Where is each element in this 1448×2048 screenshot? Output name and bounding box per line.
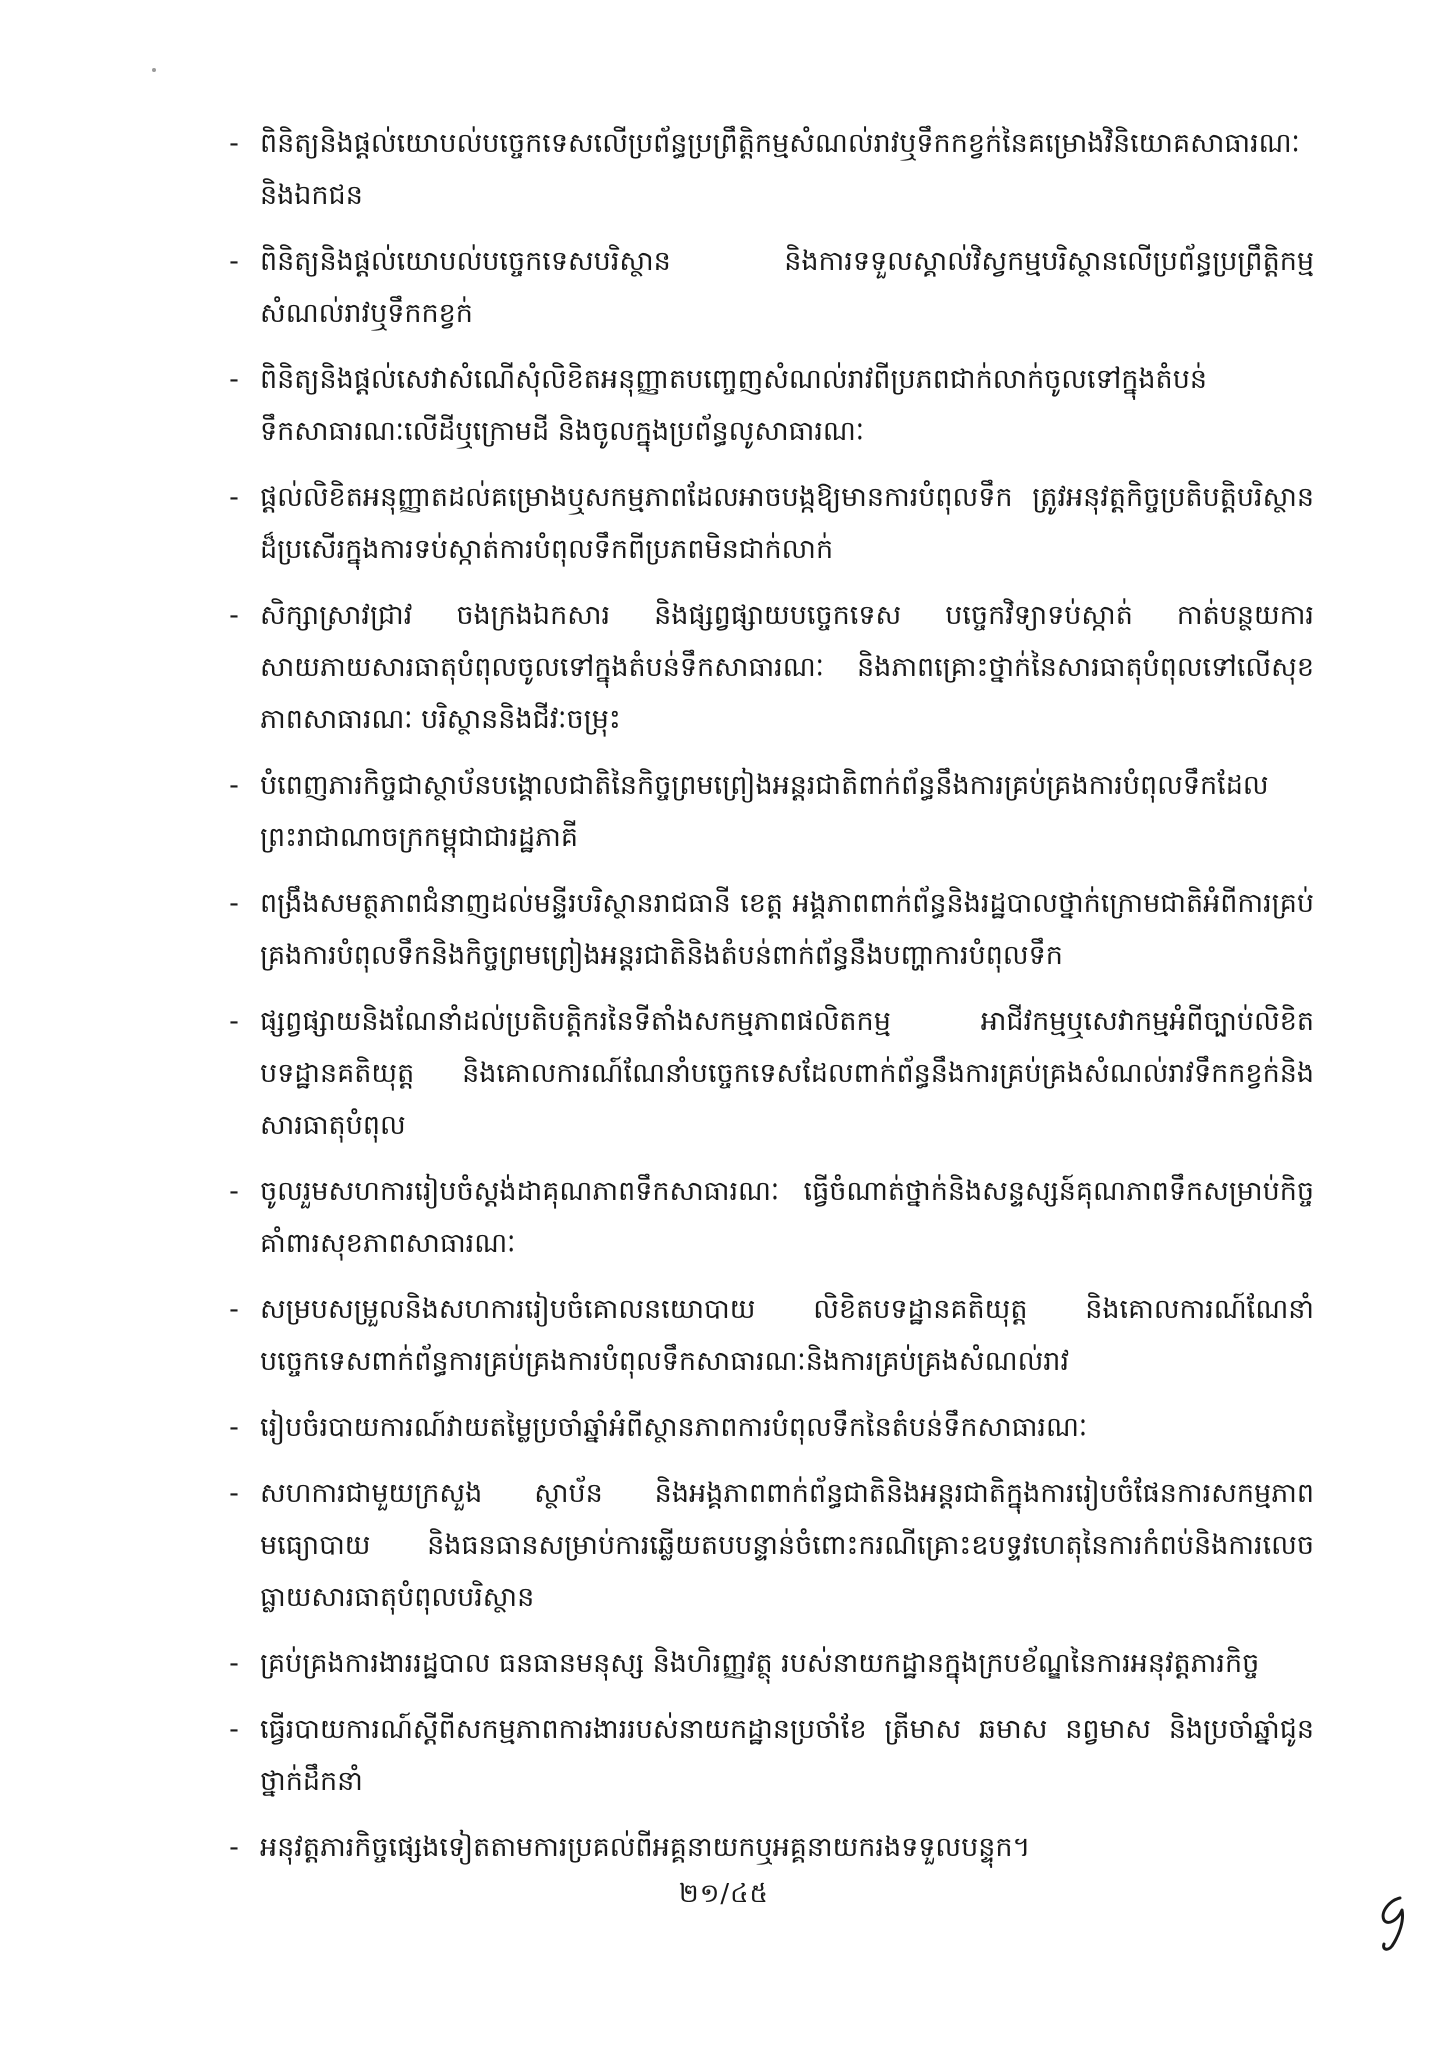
list-item-text: ចូលរួមសហការរៀបចំស្តង់ដាគុណភាពទឹកសាធារណៈ ធ្វើចំណាត់ថ្នាក់និងសន្ទស្សន៍គុណភាពទឹកសម្រាប់កិច្ចគាំពារសុខភាពសាធារណៈ [260, 1176, 1314, 1259]
list-item-text: ផ្សព្វផ្សាយនិងណែនាំដល់ប្រតិបត្តិករនៃទីតាំងសកម្មភាពផលិតកម្ម អាជីវកម្មឬសេវាកម្មអំពីច្បាប់លិខិតបទដ្ឋានគតិយុត្ត និងគោលការណ៍ណែនាំបច្ចេកទេសដែលពាក់ព័ន្ធនឹងការគ្រប់គ្រងសំណល់រាវទឹកកខ្វក់និងសារធាតុបំពុល [260, 1006, 1314, 1141]
bullet-dash: - [229, 1412, 239, 1443]
list-item [224, 878, 1314, 982]
list-item [224, 1638, 1314, 1690]
bullet-dash: - [229, 128, 239, 159]
bullet-dash: - [229, 1714, 239, 1745]
list-item [224, 1468, 1314, 1624]
list-item-text: រៀបចំរបាយការណ៍វាយតម្លៃប្រចាំឆ្នាំអំពីស្ថានភាពការបំពុលទឹកនៃតំបន់ទឹកសាធារណៈ [260, 1412, 1088, 1443]
list-item-text: ពង្រឹងសមត្ថភាពជំនាញដល់មន្ទីរបរិស្ថានរាជធានី ខេត្ត អង្គភាពពាក់ព័ន្ធនិងរដ្ឋបាលថ្នាក់ក្រោមជាតិអំពីការគ្រប់គ្រងការបំពុលទឹកនិងកិច្ចព្រមព្រៀងអន្តរជាតិនិងតំបន់ពាក់ព័ន្ធនឹងបញ្ហាការបំពុលទឹក [260, 888, 1314, 971]
bullet-dash: - [229, 364, 239, 395]
list-item [224, 1166, 1314, 1270]
list-item [224, 354, 1314, 458]
list-item-text: ពិនិត្យនិងផ្តល់យោបល់បច្ចេកទេសលើប្រព័ន្ធប្រព្រឹត្តិកម្មសំណល់រាវឬទឹកកខ្វក់នៃគម្រោងវិនិយោគសាធារណៈនិងឯកជន [260, 128, 1300, 211]
bullet-dash: - [229, 1176, 239, 1207]
list-item-text: សម្របសម្រួលនិងសហការរៀបចំគោលនយោបាយ លិខិតបទដ្ឋានគតិយុត្ត និងគោលការណ៍ណែនាំបច្ចេកទេសពាក់ព័ន្ធការគ្រប់គ្រងការបំពុលទឹកសាធារណៈនិងការគ្រប់គ្រងសំណល់រាវ [260, 1294, 1314, 1377]
list-item-text: ធ្វើរបាយការណ៍ស្តីពីសកម្មភាពការងាររបស់នាយកដ្ឋានប្រចាំខែ ត្រីមាស ឆមាស នព្វមាស និងប្រចាំឆ្នាំជូនថ្នាក់ដឹកនាំ [260, 1714, 1314, 1797]
bullet-dash: - [229, 1832, 239, 1863]
bullet-dash: - [229, 1648, 239, 1679]
list-item [224, 472, 1314, 576]
page-number: ២១/៤៥ [679, 1879, 769, 1909]
handwritten-initial [1370, 1890, 1414, 1954]
bullet-dash: - [229, 1294, 239, 1325]
bullet-dash: - [229, 770, 239, 801]
list-item-text: សិក្សាស្រាវជ្រាវ ចងក្រងឯកសារ និងផ្សព្វផ្សាយបច្ចេកទេស បច្ចេកវិទ្យាទប់ស្កាត់ កាត់បន្ថយការសាយភាយសារធាតុបំពុលចូលទៅក្នុងតំបន់ទឹកសាធារណៈ និងភាពគ្រោះថ្នាក់នៃសារធាតុបំពុលទៅលើសុខភាពសាធារណៈ បរិស្ថាននិងជីវៈចម្រុះ [260, 600, 1314, 735]
list-item-text: សហការជាមួយក្រសួង ស្ថាប័ន និងអង្គភាពពាក់ព័ន្ធជាតិនិងអន្តរជាតិក្នុងការរៀបចំផែនការសកម្មភាព មធ្យោបាយ និងធនធានសម្រាប់ការឆ្លើយតបបន្ទាន់ចំពោះករណីគ្រោះឧបទ្ទវហេតុនៃការកំពប់និងការលេចធ្លាយសារធាតុបំពុលបរិស្ថាន [260, 1478, 1314, 1613]
bullet-dash: - [229, 482, 239, 513]
bullet-dash: - [229, 1006, 239, 1037]
scan-speck [152, 68, 156, 72]
bullet-dash: - [229, 246, 239, 277]
list-item [224, 1822, 1314, 1874]
list-item [224, 996, 1314, 1152]
list-item [224, 1284, 1314, 1388]
bullet-dash: - [229, 888, 239, 919]
duty-list [224, 118, 1314, 1888]
list-item [224, 760, 1314, 864]
list-item [224, 1704, 1314, 1808]
bullet-dash: - [229, 600, 239, 631]
list-item [224, 1402, 1314, 1454]
bullet-dash: - [229, 1478, 239, 1509]
list-item [224, 118, 1314, 222]
list-item-text: គ្រប់គ្រងការងាររដ្ឋបាល ធនធានមនុស្ស និងហិរញ្ញវត្ថុ របស់នាយកដ្ឋានក្នុងក្របខ័ណ្ឌនៃការអនុវត្តភារកិច្ច [260, 1648, 1260, 1679]
list-item-text: អនុវត្តភារកិច្ចផ្សេងទៀតតាមការប្រគល់ពីអគ្គនាយកឬអគ្គនាយករងទទួលបន្ទុក។ [260, 1832, 1031, 1863]
list-item [224, 590, 1314, 746]
list-item-text: ផ្តល់លិខិតអនុញ្ញាតដល់គម្រោងឬសកម្មភាពដែលអាចបង្កឱ្យមានការបំពុលទឹក ត្រូវអនុវត្តកិច្ចប្រតិបត្តិបរិស្ថានដ៏ប្រសើរក្នុងការទប់ស្កាត់ការបំពុលទឹកពីប្រភពមិនជាក់លាក់ [260, 482, 1314, 565]
list-item-text: បំពេញភារកិច្ចជាស្ថាប័នបង្គោលជាតិនៃកិច្ចព្រមព្រៀងអន្តរជាតិពាក់ព័ន្ធនឹងការគ្រប់គ្រងការបំពុលទឹកដែលព្រះរាជាណាចក្រកម្ពុជាជារដ្ឋភាគី [260, 770, 1269, 853]
list-item-text: ពិនិត្យនិងផ្តល់យោបល់បច្ចេកទេសបរិស្ថាន និងការទទួលស្គាល់វិស្វកម្មបរិស្ថានលើប្រព័ន្ធប្រព្រឹត្តិកម្មសំណល់រាវឬទឹកកខ្វក់ [260, 246, 1314, 329]
list-item [224, 236, 1314, 340]
list-item-text: ពិនិត្យនិងផ្តល់សេវាសំណើសុំលិខិតអនុញ្ញាតបញ្ចេញសំណល់រាវពីប្រភពជាក់លាក់ចូលទៅក្នុងតំបន់ទឹកសាធារណៈលើដីឬក្រោមដី និងចូលក្នុងប្រព័ន្ធលូសាធារណៈ [260, 364, 1207, 447]
